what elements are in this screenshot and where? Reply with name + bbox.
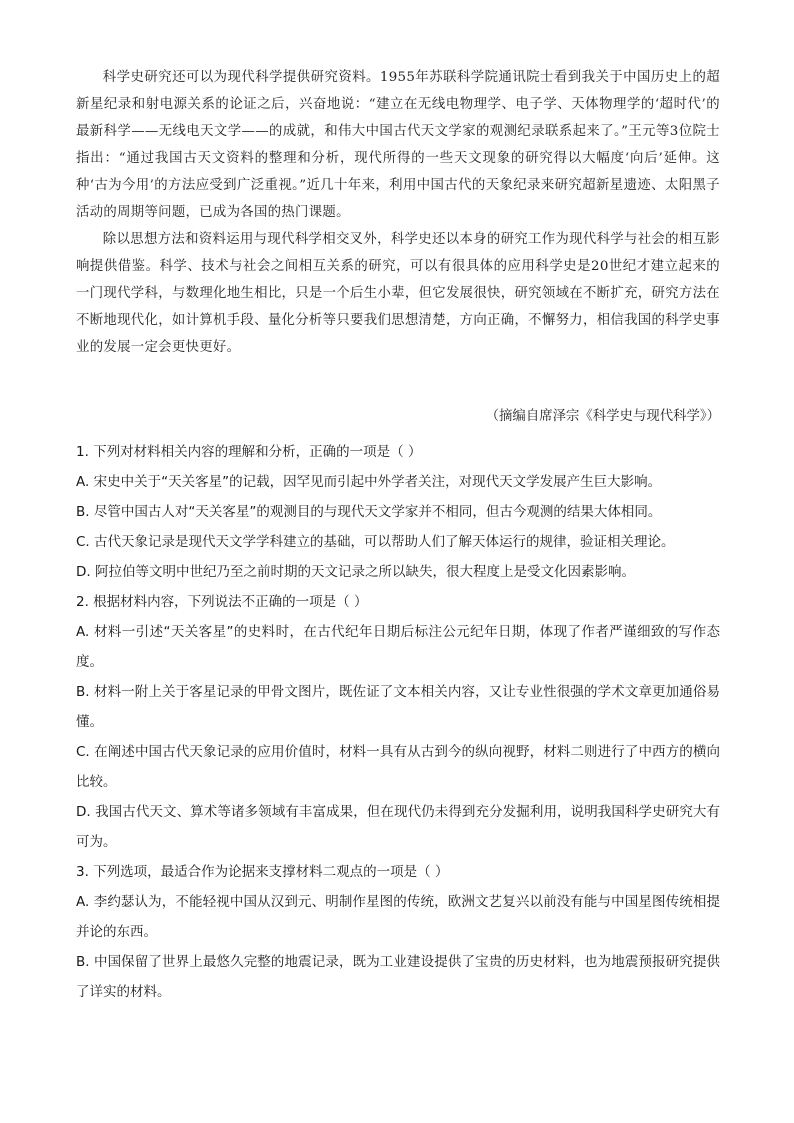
passage-source: （摘编自席泽宗《科学史与现代科学》） xyxy=(485,409,720,424)
passage-paragraph-1: 科学史研究还可以为现代科学提供研究资料。1955年苏联科学院通讯院士看到我关于中国历史上的超新星纪录和射电源关系的论证之后，兴奋地说：“建立在无线电物理学、电子学、天体物理学的‘超时代’的最新科学——无线电天文学——的成就，和伟大中国古代天文学家的观测纪录联系起来了。”王元等3位院士指出：“通过我国古天文资料的整理和分析，现代所得的一些天文现象的研究得以大幅度‘向后’延伸。这种‘古为今用’的方法应受到广泛重视。”近几十年来，利用中国古代的天象纪录来研究超新星遗迹、太阳黑子活动的周期等问题，已成为各国的热门课题。 xyxy=(76,70,720,220)
reading-passage xyxy=(76,64,720,361)
question-2 xyxy=(76,587,720,857)
option-a: A. 宋史中关于“天关客星”的记载，因罕见而引起中外学者关注，对现代天文学发展产生巨大影响。 xyxy=(76,474,662,490)
option-a: A. 材料一引述“天关客星”的史料时，在古代纪年日期后标注公元纪年日期，体现了作者严谨细致的写作态度。 xyxy=(76,624,720,670)
passage-paragraph-2: 除以思想方法和资料运用与现代科学相交叉外，科学史还以本身的研究工作为现代科学与社会的相互影响提供借鉴。科学、技术与社会之间相互关系的研究，可以有很具体的应用科学史是20世纪才建立起来的一门现代学科，与数理化地生相比，只是一个后生小辈，但它发展很快，研究领域在不断扩充，研究方法在不断地现代化，如计算机手段、量化分析等只要我们思想清楚，方向正确，不懈努力，相信我国的科学史事业的发展一定会更快更好。 xyxy=(76,232,720,355)
option-b: B. 尽管中国古人对“天关客星”的观测目的与现代天文学家并不相同，但古今观测的结果大体相同。 xyxy=(76,504,662,520)
question-stem: 2. 根据材料内容，下列说法不正确的一项是（ ） xyxy=(76,594,368,610)
option-c: C. 在阐述中国古代天象记录的应用价值时，材料一具有从古到今的纵向视野，材料二则进行了中西方的横向比较。 xyxy=(76,744,720,790)
question-3 xyxy=(76,857,720,1007)
option-a: A. 李约瑟认为，不能轻视中国从汉到元、明制作星图的传统，欧洲文艺复兴以前没有能与中国星图传统相提并论的东西。 xyxy=(76,894,720,940)
question-1 xyxy=(76,437,720,587)
option-c: C. 古代天象记录是现代天文学学科建立的基础，可以帮助人们了解天体运行的规律，验证相关理论。 xyxy=(76,534,675,550)
question-stem: 1. 下列对材料相关内容的理解和分析，正确的一项是（ ） xyxy=(76,444,422,460)
option-d: D. 我国古代天文、算术等诸多领域有丰富成果，但在现代仍未得到充分发掘利用，说明我国科学史研究大有可为。 xyxy=(76,804,720,850)
question-list xyxy=(76,437,720,1007)
option-b: B. 中国保留了世界上最悠久完整的地震记录，既为工业建设提供了宝贵的历史材料，也为地震预报研究提供了详实的材料。 xyxy=(76,954,720,1000)
question-stem: 3. 下列选项，最适合作为论据来支撑材料二观点的一项是（ ） xyxy=(76,864,449,880)
option-d: D. 阿拉伯等文明中世纪乃至之前时期的天文记录之所以缺失，很大程度上是受文化因素影响。 xyxy=(76,564,635,580)
option-b: B. 材料一附上关于客星记录的甲骨文图片，既佐证了文本相关内容，又让专业性很强的学术文章更加通俗易懂。 xyxy=(76,684,720,730)
